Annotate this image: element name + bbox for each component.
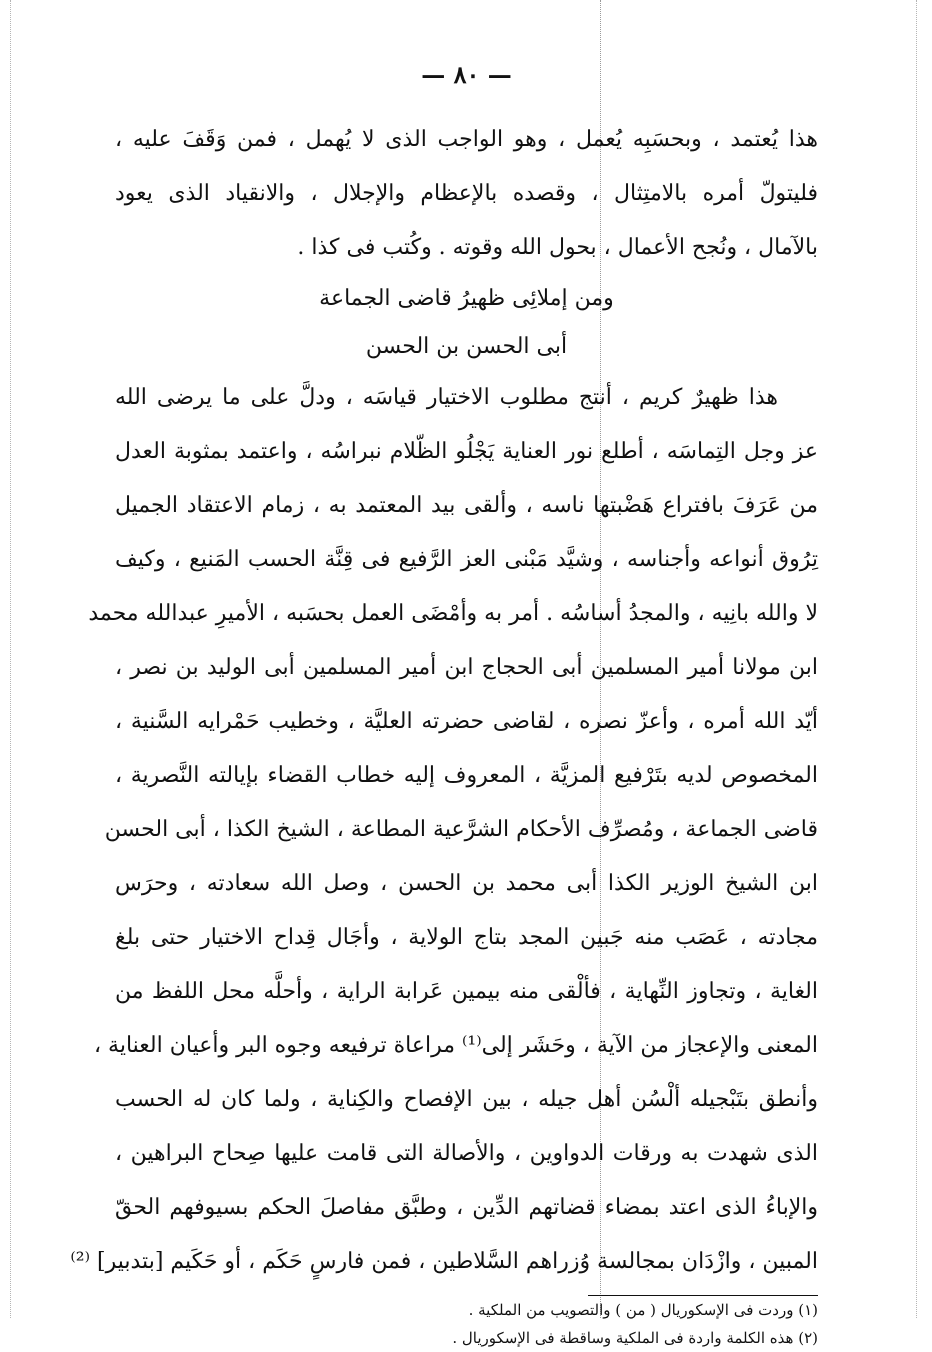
scan-margin-line — [10, 0, 11, 1318]
text-line: هذا يُعتمد ، وبحسَبِه يُعمل ، وهو الواجب الذى لا يُهمل ، فمن وَقَفَ عليه ، — [115, 127, 818, 152]
text-line: لا والله بانِيه ، والمجدُ أساسُه . أمر به وأمْضَى العمل بحسَبه ، الأميرِ عبدالله محمد — [88, 601, 818, 626]
text-line: المبين ، وازْدَان بمجالسة وُزراهم السَّلاطين ، فمن فارسٍ حَكَم ، أو حَكَيم [بتدبير] ⁽²⁾ — [70, 1249, 818, 1274]
text-line: مجادته ، عَصَب منه جَبين المجد بتاج الولاية ، وأجَال قِداح الاختيار حتى بلغ — [115, 925, 818, 950]
text-line: ابن الشيخ الوزير الكذا أبى محمد بن الحسن ، وصل الله سعادته ، وحرَس — [115, 871, 818, 896]
text-line: الذى شهدت به ورقات الدواوين ، والأصالة التى قامت عليها صِحاح البراهين ، — [115, 1141, 818, 1166]
section-heading: ومن إملائِى ظهيرُ قاضى الجماعة — [319, 286, 614, 311]
text-line: المعنى والإعجاز من الآية ، وحَشَر إلى⁽¹⁾ مراعاة ترفيعه وجوه البر وأعيان العناية ، — [93, 1033, 818, 1058]
text-line: المخصوص لديه بتَرْفيع المزيَّة ، المعروف إليه خطاب القضاء بإيالته النَّصرية ، — [115, 763, 818, 788]
footnote: (٢) هذه الكلمة واردة فى الملكية وساقطة فى الإسكوريال . — [452, 1329, 818, 1347]
text-line: الغاية ، وتجاوز النِّهاية ، فألْقى منه بيمين عَرابة الراية ، وأحلَّه محل اللفظ من — [115, 979, 818, 1004]
footnotes — [115, 1296, 818, 1352]
body-paragraph — [70, 371, 818, 1289]
text-line: تِرُوق أنواعه وأجناسه ، وشيَّد مَبْنى العز الرَّفيع فى قِنَّة الحسب المَنيع ، وكيف — [115, 547, 818, 572]
text-line: من عَرَفَ بافتراع هَضْبتها ناسه ، وألقى بيد المعتمد به ، زمام الاعتقاد الجميل — [115, 493, 818, 518]
text-line: فليتولّ أمره بالامتِثال ، وقصده بالإعظام والإجلال ، والانقياد الذى يعود — [115, 181, 818, 206]
page-number: — ٨٠ — — [421, 60, 512, 89]
text-line: هذا ظهيرٌ كريم ، أنتج مطلوب الاختيار قياسَه ، ودلَّ على ما يرضى الله — [115, 385, 778, 410]
section-heading-name: أبى الحسن بن الحسن — [365, 334, 568, 359]
scan-margin-line — [916, 0, 917, 1318]
footnote: (١) وردت فى الإسكوريال ( من ) والتصويب من الملكية . — [468, 1301, 818, 1319]
text-line: والإباءُ الذى اعتد بمضاء قضاتهم الدِّين ، وطبَّق مفاصلَ الحكم بسيوفهم الحقّ — [115, 1195, 818, 1220]
text-line: ابن مولانا أمير المسلمين أبى الحجاج ابن أمير المسلمين أبى الوليد بن نصر ، — [115, 655, 818, 680]
text-line: بالآمال ، ونُجح الأعمال ، بحول الله وقوته . وكُتب فى كذا . — [297, 235, 818, 260]
text-line: عز وجل التِماسَه ، أطلع نور العناية يَجْلُو الظّلام نبراسُه ، واعتمد بمثوبة العدل — [115, 439, 818, 464]
text-line: وأنطق بتَبْجيله ألْسُن أهل جيله ، بين الإفصاح والكِناية ، ولما كان له الحسب — [115, 1087, 818, 1112]
text-line: أيّد الله أمره ، وأعزّ نصره ، لقاضى حضرته العليَّة ، وخطيب حَمْرايه السَّنية ، — [115, 709, 818, 734]
document-page — [70, 60, 818, 1352]
opening-paragraph — [115, 113, 818, 275]
text-line: قاضى الجماعة ، ومُصرِّف الأحكام الشرَّعية المطاعة ، الشيخ الكذا ، أبى الحسن — [104, 817, 818, 842]
